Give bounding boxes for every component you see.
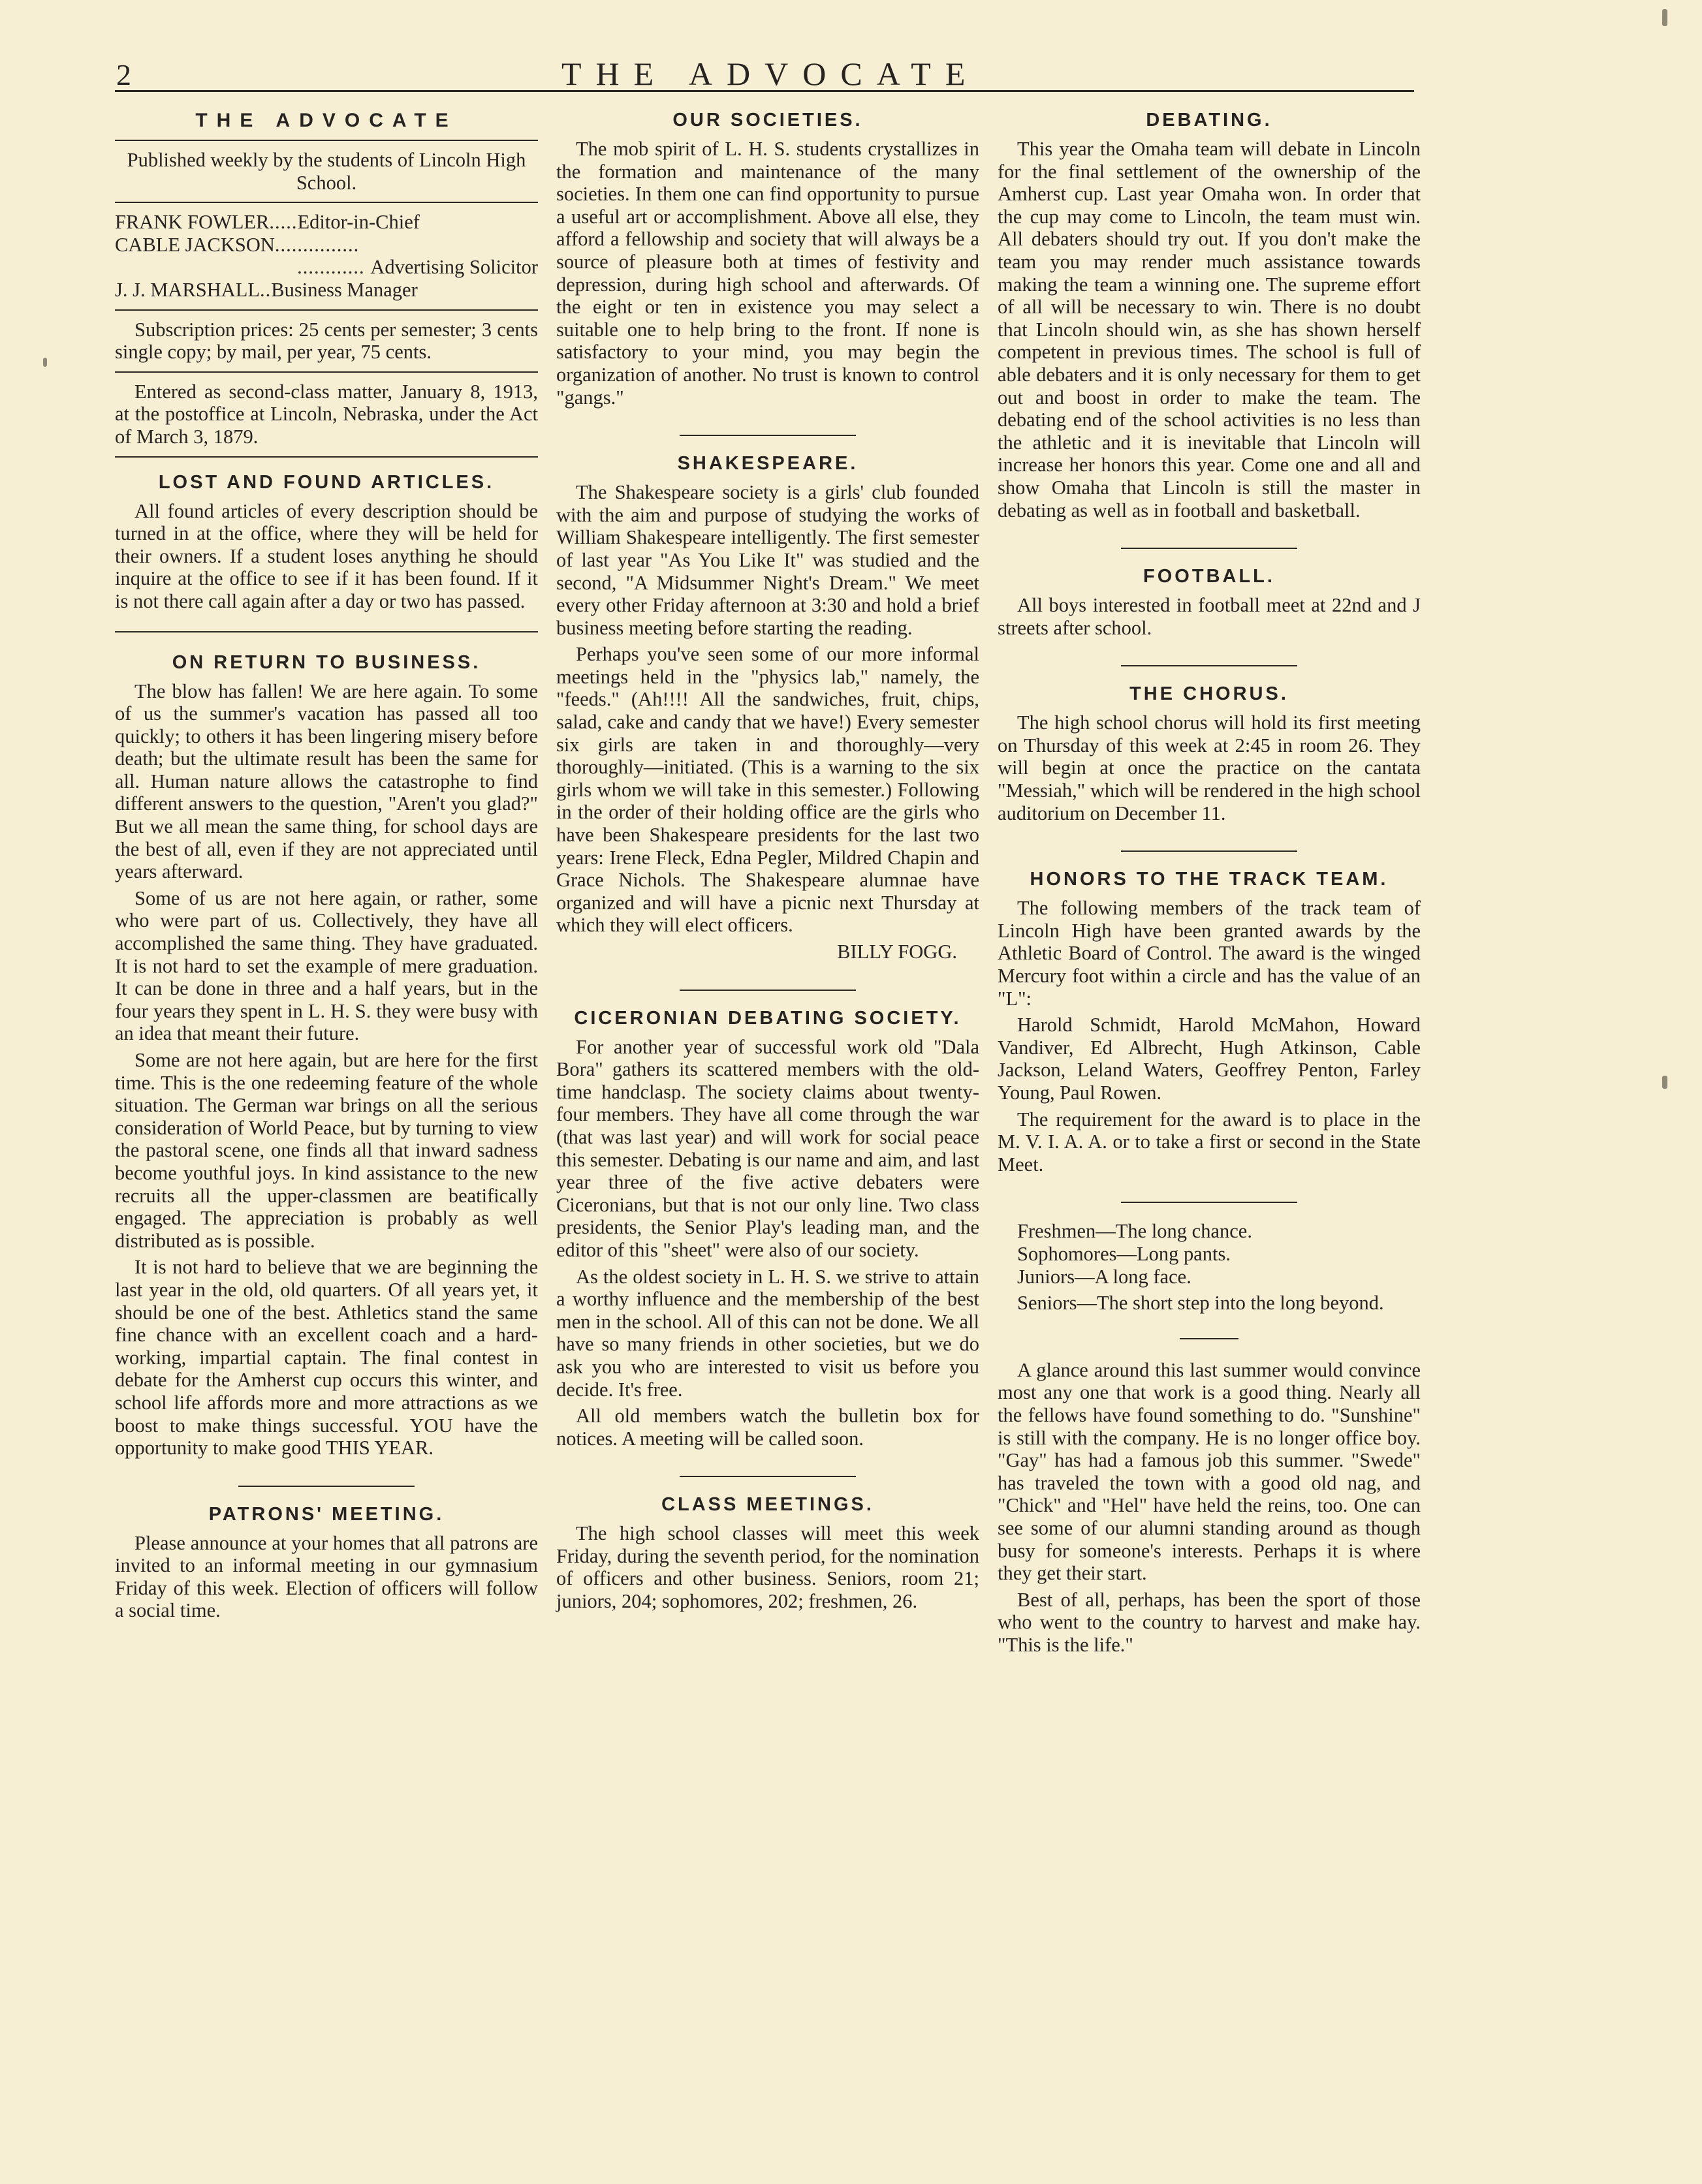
paper-stain — [43, 358, 47, 367]
class-joke-line: Freshmen—The long chance. — [1017, 1220, 1252, 1243]
column-2 — [556, 104, 979, 1617]
divider — [1121, 665, 1297, 666]
article-text: The Shakespeare society is a girls' club founded with the aim and purpose of studying the works of William Shakespeare intelligently. The first semester of last year "As You Like It" was studied and the second, "A Midsummer Night's Dream." We meet every other Friday afternoon at 3:30 and hold a brief business meeting before starting the reading. — [556, 481, 979, 639]
article-text: All old members watch the bulletin box for notices. A meeting will be called soon. — [556, 1405, 979, 1450]
article-text: Best of all, perhaps, has been the sport of those who went to the country to harvest and make hay. "This is the life." — [998, 1588, 1421, 1656]
article-heading: THE CHORUS. — [1129, 683, 1289, 705]
class-joke-line: Seniors—The short step into the long beyond. — [1017, 1292, 1384, 1315]
staff-line: FRANK FOWLER.....Editor-in-Chief — [115, 211, 420, 234]
divider — [115, 631, 538, 632]
signature: BILLY FOGG. — [837, 941, 957, 963]
divider — [115, 371, 538, 373]
article-heading: LOST AND FOUND ARTICLES. — [158, 471, 495, 493]
divider — [1180, 1338, 1238, 1339]
article-heading: FOOTBALL. — [1143, 566, 1275, 587]
divider — [238, 1486, 415, 1487]
published-note: Published weekly by the students of Lincoln High School. — [127, 149, 526, 194]
divider — [115, 456, 538, 458]
article-heading: OUR SOCIETIES. — [672, 110, 863, 131]
article-heading: DEBATING. — [1146, 110, 1272, 131]
article-text: Harold Schmidt, Harold McMahon, Howard Vandiver, Ed Albrecht, Hugh Atkinson, Cable Jackson, Leland Waters, Geoffrey Penton, Farley Young, Paul Rowen. — [998, 1014, 1421, 1104]
divider — [1121, 548, 1297, 549]
article-text: A glance around this last summer would convince most any one that work is a good thing. Nearly all the fellows have found something to do. "Sunshine" is still with the company. He is no longer office boy. "Gay" has had a famous job this summer. "Swede" has traveled the town with a good old nag, and "Chick" and "Hel" have held the reins, too. One can see some of our alumni standing around as though busy for someone's interests. Perhaps it is where they get their start. — [998, 1358, 1421, 1585]
paper-stain — [1662, 1076, 1667, 1089]
masthead: THE ADVOCATE — [561, 55, 980, 92]
paper-stain — [1662, 9, 1667, 26]
article-text: The high school classes will meet this week Friday, during the seventh period, for the nomination of officers and other business. Seniors, room 21; juniors, 204; sophomores, 202; freshmen, 26. — [556, 1522, 979, 1613]
article-heading: CICERONIAN DEBATING SOCIETY. — [574, 1007, 962, 1029]
staff-line: CABLE JACKSON............... — [115, 233, 360, 256]
article-text: This year the Omaha team will debate in Lincoln for the final settlement of the ownership of the Amherst cup. Last year Omaha won. In order that the cup may come to Lincoln, the team must win. All debaters should try out. If you don't make the team you may render much assistance towards making the team a winning one. The supreme effort of all will be necessary to win. There is no doubt that Lincoln should win, as she has shown herself competent in previous times. The school is full of able debaters and it is only necessary for them to get out and boost in order to make the team. The debating end of the school activities is no less than the athletic and it is inevitable that Lincoln will increase her honors this year. Come one and all and show Omaha that Lincoln is still the master in debating as well as in football and basketball. — [998, 138, 1421, 522]
entered-note: Entered as second-class matter, January 8, 1913, at the postoffice at Lincoln, Nebraska, under the Act of March 3, 1879. — [115, 380, 538, 448]
divider — [680, 435, 856, 436]
article-text: The following members of the track team of Lincoln High have been granted awards by the Athletic Board of Control. The award is the winged Mercury foot within a circle and has the value of an "L": — [998, 897, 1421, 1010]
class-joke-line: Sophomores—Long pants. — [1017, 1242, 1231, 1265]
column-1 — [115, 104, 538, 1626]
article-heading: PATRONS' MEETING. — [208, 1503, 445, 1525]
article-heading: SHAKESPEARE. — [677, 453, 859, 475]
divider — [680, 990, 856, 991]
column-3 — [998, 104, 1421, 1660]
page-number: 2 — [116, 58, 131, 91]
article-text: The requirement for the award is to place in the M. V. I. A. A. or to take a first or second in the State Meet. — [998, 1108, 1421, 1176]
article-heading: HONORS TO THE TRACK TEAM. — [1030, 869, 1389, 890]
class-joke-line: Juniors—A long face. — [1017, 1265, 1191, 1288]
article-text: It is not hard to believe that we are beginning the last year in the old, old quarters. Of all years yet, it should be one of the best. Athletics stand the same fine chance with an excellent coach and a hard-working, impartial captain. The final contest in debate for the Amherst cup occurs this winter, and school life affords more and more attractions as we boost to make things successful. YOU have the opportunity to make good THIS YEAR. — [115, 1256, 538, 1459]
staff-line: ............ Advertising Solicitor — [297, 256, 538, 279]
masthead-rule — [115, 90, 1414, 92]
divider — [115, 140, 538, 141]
article-text: The blow has fallen! We are here again. To some of us the summer's vacation has passed all too quickly; to others it has been lingering misery before death; but the ultimate result has been the same for all. Human nature allows the catastrophe to find different answers to the question, "Aren't you glad?" But we all mean the same thing, for school days are the best of all, even if they are not appreciated until years afterward. — [115, 679, 538, 883]
divider — [115, 309, 538, 311]
article-text: Perhaps you've seen some of our more informal meetings held in the "physics lab," namely, the "feeds." (Ah!!!! All the sandwiches, fruit, chips, salad, cake and candy that we have!) Every semester six girls are taken in and thoroughly—very thoroughly—initiated. (This is a warning to the six girls whom we will take in this semester.) Following in the order of their holding office are the girls who have been Shakespeare presidents for the last two years: Irene Fleck, Edna Pegler, Mildred Chapin and Grace Nichols. The Shakespeare alumnae have organized and will have a picnic next Thursday at which they will elect officers. — [556, 643, 979, 937]
article-text: For another year of successful work old "Dala Bora" gathers its scattered members with the old-time handclasp. The society claims about twenty-four members. They have all come through the war (that was last year) and will work for social peace this semester. Debating is our name and aim, and last year three of the five active debaters were Ciceronians, but that is not our only line. Two class presidents, the Senior Play's leading man, and the editor of this "sheet" were also of our society. — [556, 1035, 979, 1261]
divider — [1121, 1202, 1297, 1203]
nameplate: THE ADVOCATE — [195, 110, 458, 131]
article-heading: ON RETURN TO BUSINESS. — [172, 651, 481, 673]
staff-line: J. J. MARSHALL..Business Manager — [115, 278, 418, 301]
article-text: All boys interested in football meet at 22nd and J streets after school. — [998, 594, 1421, 639]
divider — [1121, 850, 1297, 852]
subscription-note: Subscription prices: 25 cents per semester; 3 cents single copy; by mail, per year, 75 cents. — [115, 318, 538, 364]
divider — [115, 202, 538, 203]
article-text: As the oldest society in L. H. S. we strive to attain a worthy influence and the membership of the best men in the school. All of this can not be done. We all have so many friends in other societies, but we do ask you who are interested to visit us before you decide. It's free. — [556, 1265, 979, 1401]
article-text: The mob spirit of L. H. S. students crystallizes in the formation and maintenance of the many societies. In them one can find opportunity to pursue a useful art or accomplishment. Above all else, they afford a fellowship and society that will always be a source of pleasure both at times of festivity and depression, during high school and afterwards. Of the eight or ten in existence you may select a suitable one to help bring to the front. If none is satisfactory to your mind, you may begin the organization of another. No trust is known to control "gangs." — [556, 138, 979, 409]
article-heading: CLASS MEETINGS. — [661, 1494, 874, 1516]
article-text: The high school chorus will hold its first meeting on Thursday of this week at 2:45 in room 26. They will begin at once the practice on the cantata "Messiah," which will be rendered in the high school auditorium on December 11. — [998, 711, 1421, 824]
article-text: All found articles of every description should be turned in at the office, where they will be held for their owners. If a student loses anything he should inquire at the office to see if it has been found. If it is not there call again after a day or two has passed. — [115, 499, 538, 612]
article-text: Some are not here again, but are here for the first time. This is the one redeeming feature of the whole situation. The German war brings on all the serious consideration of World Peace, but by turning to view the pastoral scene, one finds all that inward sadness become youthful joys. In kind assistance to the new recruits all the upper-classmen are beatifically engaged. The appreciation is probably as well distributed as is possible. — [115, 1049, 538, 1252]
article-text: Please announce at your homes that all patrons are invited to an informal meeting in our gymnasium Friday of this week. Election of officers will follow a social time. — [115, 1531, 538, 1622]
article-text: Some of us are not here again, or rather, some who were part of us. Collectively, they have all accomplished the same thing. They have graduated. It is not hard to set the example of mere graduation. It can be done in three and a half years, but in the four years they spent in L. H. S. they were busy with an idea that meant their future. — [115, 886, 538, 1045]
divider — [680, 1476, 856, 1477]
staff-box — [115, 211, 538, 301]
